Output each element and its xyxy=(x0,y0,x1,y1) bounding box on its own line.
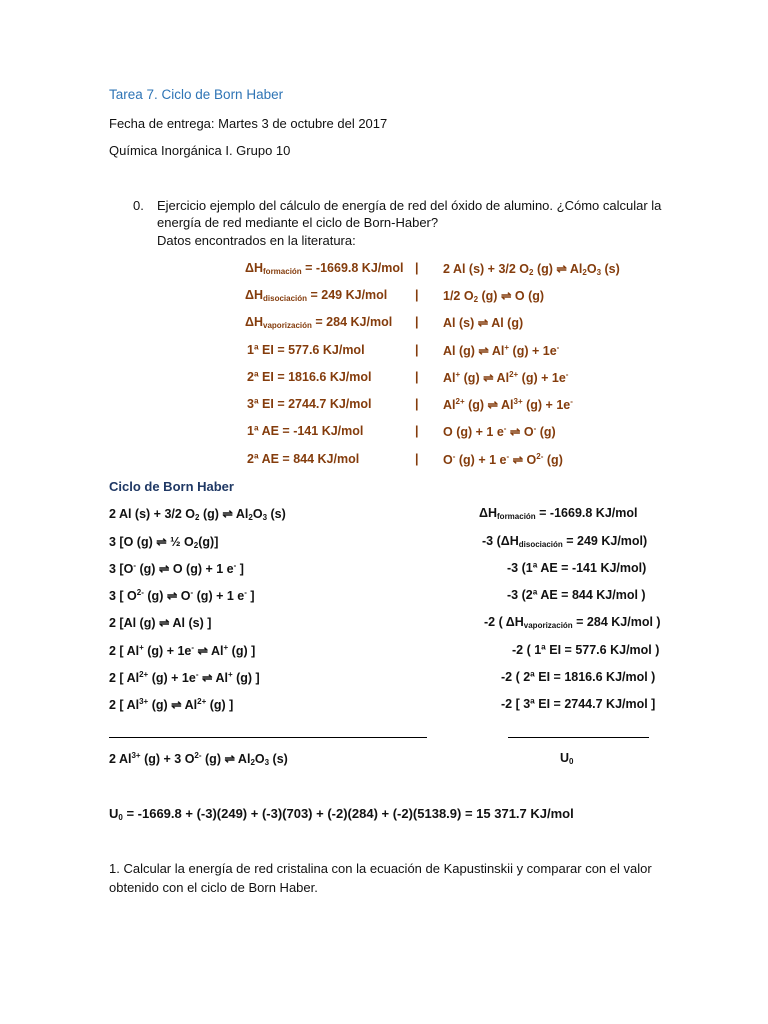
lit-reaction-7: O (g) + 1 e- ⇌ O- (g) xyxy=(443,424,556,439)
lit-separator: | xyxy=(415,370,419,384)
cycle-reaction-8: 2 [ $Al^{3+}$ (g) ⇌ $Al^{2+}$ (g) ] xyxy=(109,697,234,712)
cycle-energy-6: -2 ( 1ª EI = 577.6 KJ/mol ) xyxy=(512,643,660,657)
lit-value-7: 1ª AE = -141 KJ/mol xyxy=(247,424,364,438)
u0-calculation: $U_0 = -1669.8 + (-3)(249) + (-3)(703) + (-2)(284) + (-2)(5138.9) = 15$ 371.7 KJ/mol xyxy=(109,806,574,822)
exercise-line-3: Datos encontrados en la literatura: xyxy=(157,233,356,248)
lit-value-1: $\Delta H_{formación} = -1669.8$ KJ/mol xyxy=(245,261,404,276)
lit-value-6: 3ª EI = 2744.7 KJ/mol xyxy=(247,397,372,411)
cycle-energy-2: -3 ($\Delta H_{disociación} = 249$ KJ/mol) xyxy=(482,534,648,549)
cycle-energy-5: -2 ( $\Delta H_{vaporización} = 284$ KJ/mol ) xyxy=(484,615,661,630)
cycle-heading: Ciclo de Born Haber xyxy=(109,479,234,494)
sum-rule-right xyxy=(508,737,649,738)
cycle-reaction-1: 2 Al (s) + 3/2 $O_2$ (g) ⇌ $Al_2O_3$ (s) xyxy=(109,507,286,522)
lit-reaction-1: 2 Al (s) + 3/2 $O_2$ (g) ⇌ $Al_2O_3$ (s) xyxy=(443,262,620,277)
cycle-energy-1: $\Delta H_{formación} = -1669.8$ KJ/mol xyxy=(479,506,638,521)
lit-separator: | xyxy=(415,315,419,329)
question-1-line-2: obtenido con el ciclo de Born Haber. xyxy=(109,880,318,895)
cycle-reaction-4: 3 [ $O^{2-}$ (g) ⇌ O- (g) + 1 e- ] xyxy=(109,588,255,603)
lit-separator: | xyxy=(415,424,419,438)
lit-value-8: 2ª AE = 844 KJ/mol xyxy=(247,452,360,466)
lit-reaction-8: O- (g) + 1 e- ⇌ $O^{2-}$ (g) xyxy=(443,452,563,467)
cycle-reaction-6: 2 [ Al+ (g) + 1e- ⇌ Al+ (g) ] xyxy=(109,643,256,658)
lit-reaction-2: 1/2 $O_2$ (g) ⇌ O (g) xyxy=(443,289,545,304)
lit-value-3: $\Delta H_{vaporización} = 284$ KJ/mol xyxy=(245,315,393,330)
lit-reaction-5: Al+ (g) ⇌ $Al^{2+}$ (g) + 1e- xyxy=(443,370,569,385)
exercise-line-2: energía de red mediante el ciclo de Born-Haber? xyxy=(157,215,439,230)
cycle-energy-3: -3 (1ª AE = -141 KJ/mol) xyxy=(507,561,647,575)
cycle-energy-8: -2 [ 3ª EI = 2744.7 KJ/mol ] xyxy=(501,697,656,711)
due-date: Fecha de entrega: Martes 3 de octubre del 2017 xyxy=(109,116,388,131)
lit-separator: | xyxy=(415,261,419,275)
lit-value-4: 1ª EI = 577.6 KJ/mol xyxy=(247,343,365,357)
cycle-reaction-2: 3 [O (g) ⇌ ½ $O_2(g)$] xyxy=(109,535,219,550)
net-energy-u0: $U_0$ xyxy=(560,751,574,766)
lit-value-5: 2ª EI = 1816.6 KJ/mol xyxy=(247,370,372,384)
lit-value-2: $\Delta H_{disociación} = 249$ KJ/mol xyxy=(245,288,388,303)
cycle-energy-7: -2 ( 2ª EI = 1816.6 KJ/mol ) xyxy=(501,670,656,684)
sum-rule-left xyxy=(109,737,427,738)
cycle-reaction-5: 2 [Al (g) ⇌ Al (s) ] xyxy=(109,616,212,630)
lit-reaction-6: $Al^{2+}$ (g) ⇌ $Al^{3+}$ (g) + 1e- xyxy=(443,397,573,412)
net-reaction: 2 $Al^{3+}$ (g) + 3 $O^{2-}$ (g) ⇌ $Al_2O_3$ (s) xyxy=(109,751,288,767)
cycle-reaction-3: 3 [O- (g) ⇌ O (g) + 1 e- ] xyxy=(109,561,244,576)
cycle-reaction-7: 2 [ $Al^{2+}$ (g) + 1e- ⇌ Al+ (g) ] xyxy=(109,670,260,685)
lit-separator: | xyxy=(415,452,419,466)
lit-separator: | xyxy=(415,343,419,357)
cycle-energy-4: -3 (2ª AE = 844 KJ/mol ) xyxy=(507,588,646,602)
lit-separator: | xyxy=(415,397,419,411)
lit-reaction-3: Al (s) ⇌ Al (g) xyxy=(443,316,524,330)
document-title: Tarea 7. Ciclo de Born Haber xyxy=(109,87,284,102)
lit-reaction-4: Al (g) ⇌ Al+ (g) + 1e- xyxy=(443,343,560,358)
course-name: Química Inorgánica I. Grupo 10 xyxy=(109,143,291,158)
lit-separator: | xyxy=(415,288,419,302)
exercise-line-1: Ejercicio ejemplo del cálculo de energía de red del óxido de alumino. ¿Cómo calcular la xyxy=(157,198,662,213)
question-1-line-1: 1. Calcular la energía de red cristalina con la ecuación de Kapustinskii y comparar con el valor xyxy=(109,861,652,876)
exercise-number: 0. xyxy=(133,198,144,213)
